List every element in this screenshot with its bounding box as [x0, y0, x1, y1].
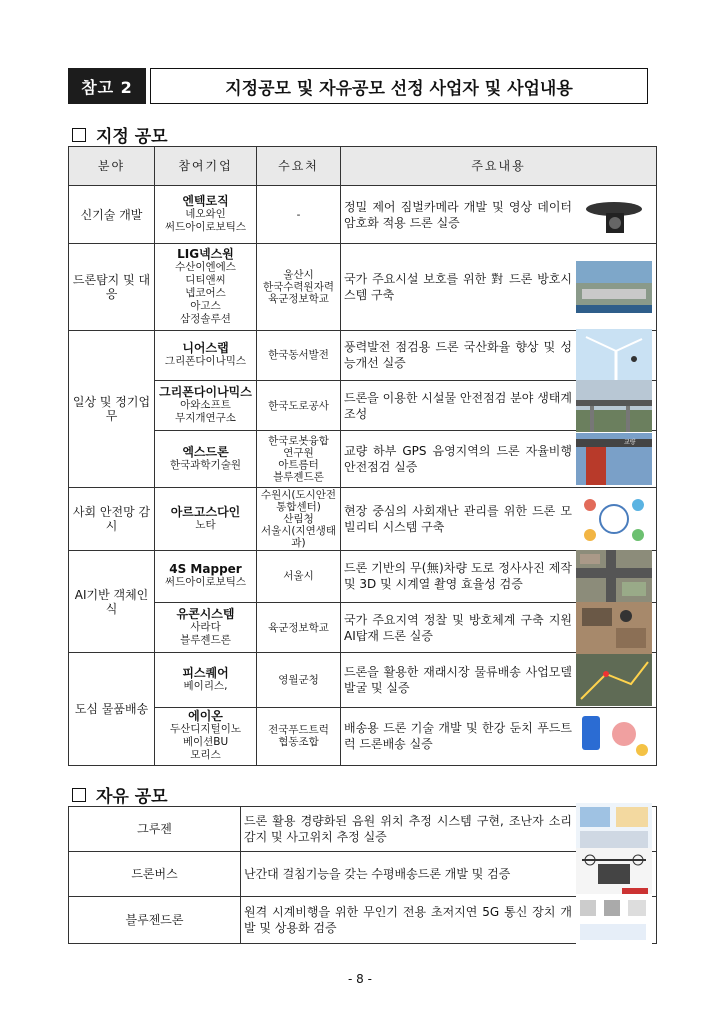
orthophoto-image [576, 550, 652, 602]
field-cell: 사회 안전망 감시 [69, 487, 155, 550]
field-cell: 일상 및 정기업무 [69, 330, 155, 487]
partner-companies: 한국과학기술원 [169, 458, 241, 471]
free-company-cell: 그루젠 [69, 807, 241, 852]
header-content: 주요내용 [341, 147, 657, 186]
market-map-image [576, 654, 652, 706]
content-text: 풍력발전 점검용 드론 국산화율 향상 및 성능개선 실증 [344, 340, 572, 371]
facility-aerial-image [576, 261, 652, 313]
content-text: 드론을 이용한 시설물 안전점검 분야 생태계 조성 [344, 390, 572, 421]
table-row [69, 653, 657, 707]
gimbal-camera-image [576, 189, 652, 241]
content-cell [341, 244, 657, 330]
field-cell: 드론탐지 및 대응 [69, 244, 155, 330]
table-row [69, 244, 657, 330]
demand-org: 서울시 [283, 570, 314, 583]
wind-turbine-image [576, 329, 652, 381]
header-company: 참여기업 [155, 147, 257, 186]
table-header-row [69, 147, 657, 186]
lead-company: 4S Mapper [169, 562, 242, 577]
section-designated-heading: 지정 공모 [72, 122, 168, 147]
demand-org: 수원시(도시안전 통합센터) 산림청 서울시(지연생태과) [260, 488, 337, 549]
field-cell: 신기술 개발 [69, 186, 155, 244]
content-text: 현장 중심의 사회재난 관리를 위한 드론 모빌리티 시스템 구축 [344, 503, 572, 534]
content-text: 국가 주요시설 보호를 위한 對 드론 방호시스템 구축 [344, 272, 572, 303]
free-company-cell: 드론버스 [69, 851, 241, 896]
header-demand: 수요처 [257, 147, 341, 186]
content-cell [341, 487, 657, 550]
demand-org: 영월군청 [278, 673, 319, 686]
page-title: 지정공모 및 자유공모 선정 사업자 및 사업내용 [150, 68, 648, 104]
content-cell [341, 603, 657, 653]
partner-companies: 써드아이로보틱스 [164, 576, 247, 589]
table-row [69, 431, 657, 487]
table-row [69, 603, 657, 653]
demand-cell [257, 603, 341, 653]
company-cell [155, 186, 257, 244]
company-cell [155, 380, 257, 430]
content-text: 드론을 활용한 재래시장 물류배송 사업모델 발굴 및 실증 [344, 664, 572, 695]
lead-company: 아르고스다인 [170, 504, 241, 519]
table-row [69, 550, 657, 602]
recon-image [576, 602, 652, 654]
table-row [69, 380, 657, 430]
partner-companies: 그리폰다이나믹스 [164, 355, 247, 368]
drone-bus-image [576, 848, 652, 900]
checkbox-square-icon [72, 128, 86, 142]
demand-cell [257, 487, 341, 550]
table-row [69, 896, 657, 943]
demand-cell [257, 431, 341, 487]
content-cell [341, 330, 657, 380]
content-text: 배송용 드론 기술 개발 및 한강 둔치 푸드트럭 드론배송 실증 [344, 721, 572, 752]
content-text: 국가 주요지역 정찰 및 방호체계 구축 지원 AI탑재 드론 실증 [344, 612, 572, 643]
field-cell: 도심 물품배송 [69, 653, 155, 766]
svg-text:교량: 교량 [624, 438, 636, 446]
content-text: 드론 활용 경량화된 음원 위치 추정 시스템 구현, 조난자 소리 감지 및 사고위치 추정 실증 [244, 813, 572, 844]
partner-companies: 노타 [195, 518, 216, 531]
demand-cell [257, 653, 341, 707]
free-company-cell: 블루젠드론 [69, 896, 241, 943]
demand-cell [257, 380, 341, 430]
lead-company: 엔텍로직 [182, 194, 229, 209]
company-cell [155, 707, 257, 765]
free-content-cell [241, 807, 657, 852]
table-row [69, 807, 657, 852]
free-content-cell [241, 896, 657, 943]
lead-company: 니어스랩 [182, 341, 229, 356]
lead-company: 피스퀘어 [182, 665, 229, 680]
demand-org: - [296, 208, 301, 221]
content-text: 원격 시계비행을 위한 무인기 전용 초저지연 5G 통신 장치 개발 및 상용화 검증 [244, 904, 572, 935]
header-field: 분야 [69, 147, 155, 186]
demand-org: 울산시 한국수력원자력 육군정보학교 [262, 269, 334, 306]
demand-cell [257, 186, 341, 244]
table-row [69, 707, 657, 765]
demand-org: 한국동서발전 [268, 349, 329, 362]
designated-table [68, 146, 657, 766]
demand-org: 한국도로공사 [268, 399, 329, 412]
checkbox-square-icon [72, 788, 86, 802]
content-cell [341, 550, 657, 602]
demand-cell [257, 550, 341, 602]
table-row [69, 330, 657, 380]
page-number: - 8 - [348, 972, 372, 986]
company-cell [155, 603, 257, 653]
bridge-inspection-image [576, 380, 652, 432]
content-text: 정밀 제어 짐벌카메라 개발 및 영상 데이터 암호화 적용 드론 실증 [344, 199, 572, 230]
reference-badge: 참고 2 [68, 68, 146, 104]
demand-cell [257, 244, 341, 330]
lead-company: 에이온 [188, 709, 223, 724]
lead-company: 유콘시스템 [176, 607, 235, 622]
content-text: 난간대 걸침기능을 갖는 수평배송드론 개발 및 검증 [244, 866, 511, 881]
table-row [69, 186, 657, 244]
partner-companies: 베이리스, [183, 679, 228, 692]
content-text: 교량 하부 GPS 음영지역의 드론 자율비행 안전점검 실증 [344, 443, 572, 474]
demand-org: 육군정보학교 [268, 621, 329, 634]
content-cell [341, 380, 657, 430]
content-cell [341, 431, 657, 487]
free-table [68, 806, 657, 944]
partner-companies: 네오와인 써드아이로보틱스 [164, 208, 247, 234]
partner-companies: 두산디지털이노 베이션BU 모리스 [169, 723, 241, 762]
demand-org: 한국로봇융합 연구원 아트름터 블루젠드론 [268, 434, 329, 483]
field-cell: AI기반 객체인식 [69, 550, 155, 653]
company-cell [155, 330, 257, 380]
partner-companies: 수산이엔에스 디티앤씨 넵코어스 아고스 삼정솔루션 [175, 261, 236, 326]
content-cell [341, 186, 657, 244]
company-cell [155, 487, 257, 550]
demand-cell [257, 707, 341, 765]
content-cell [341, 653, 657, 707]
bridge-underside-image [576, 433, 652, 485]
partner-companies: 사라다 블루젠드론 [180, 621, 231, 647]
demand-cell [257, 330, 341, 380]
section-free-heading: 자유 공모 [72, 782, 168, 807]
free-content-cell [241, 851, 657, 896]
5g-device-image [576, 894, 652, 946]
content-text: 드론 기반의 무(無)차량 도로 정사사진 제작 및 3D 및 시계열 촬영 효율성 검증 [344, 561, 572, 592]
demand-org: 전국푸드트럭 협동조합 [268, 724, 329, 749]
company-cell [155, 550, 257, 602]
company-cell [155, 653, 257, 707]
partner-companies: 아와소프트 무지개연구소 [175, 399, 236, 425]
lead-company: 엑스드론 [182, 444, 229, 459]
lead-company: LIG넥스원 [177, 247, 234, 262]
company-cell [155, 431, 257, 487]
mobility-diagram-image [576, 493, 652, 545]
company-cell [155, 244, 257, 330]
content-cell [341, 707, 657, 765]
table-row [69, 851, 657, 896]
lead-company: 그리폰다이나믹스 [159, 385, 252, 400]
title-block [68, 68, 648, 104]
delivery-app-image [576, 710, 652, 762]
table-row [69, 487, 657, 550]
